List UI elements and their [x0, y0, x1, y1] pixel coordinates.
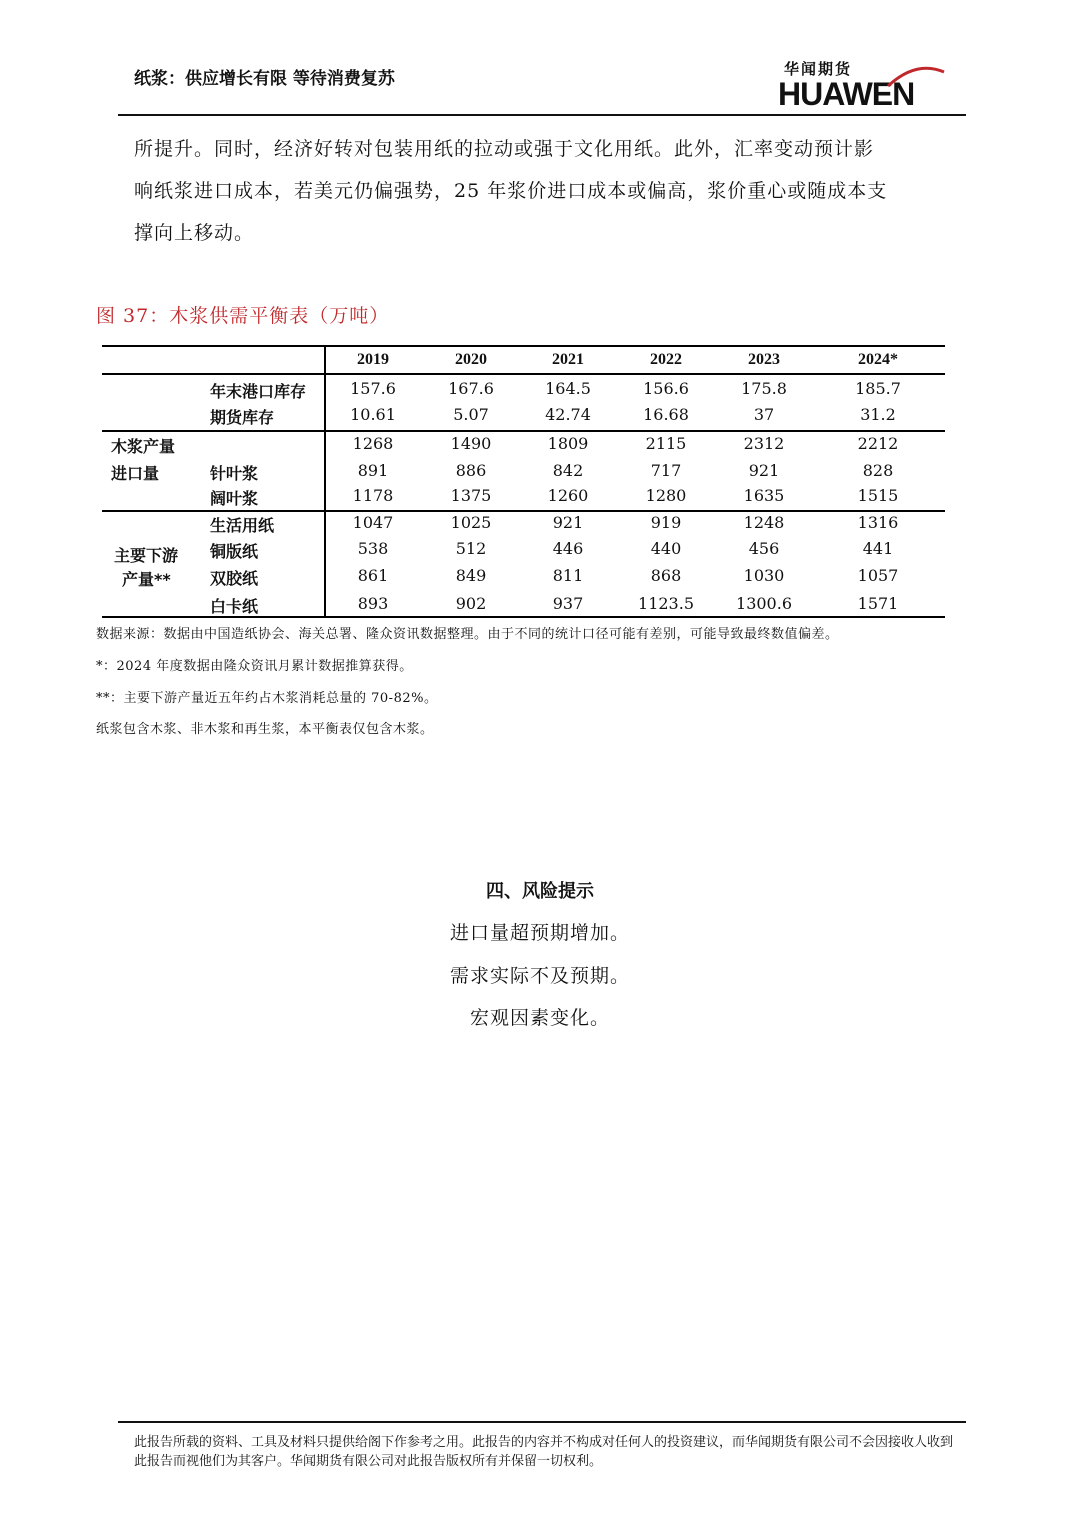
huawen-logo	[778, 58, 953, 112]
body-paragraph	[134, 128, 954, 254]
year-header: 2021	[552, 351, 584, 368]
header-divider	[118, 114, 966, 116]
table-cell: 1300.6	[736, 594, 792, 613]
table-cell: 175.8	[741, 379, 787, 398]
table-cell: 157.6	[350, 379, 396, 398]
disclaimer: 此报告所载的资料、工具及材料只提供给阁下作参考之用。此报告的内容并不构成对任何人的投资建议，而华闻期货有限公司不会因接收人收到此报告而视他们为其客户。华闻期货有限公司对此报告版权所有并保留一切权利。	[134, 1435, 954, 1469]
table-cell: 456	[748, 539, 780, 558]
table-cell: 1178	[352, 486, 394, 505]
table-cell: 1571	[857, 594, 899, 613]
table-cell: 446	[552, 539, 584, 558]
table-cell: 31.2	[860, 405, 896, 424]
table-cell: 5.07	[453, 405, 489, 424]
table-rule	[102, 430, 945, 432]
table-cell: 1123.5	[638, 594, 694, 613]
figure-title: 图 37：木浆供需平衡表（万吨）	[96, 305, 390, 327]
group-label-import: 进口量	[111, 464, 160, 483]
table-cell: 893	[357, 594, 389, 613]
logo-en-text: HUAWEN	[778, 76, 915, 112]
table-cell: 1260	[547, 486, 589, 505]
row-label: 铜版纸	[210, 542, 259, 561]
risk-item: 需求实际不及预期。	[449, 965, 630, 987]
table-cell: 717	[650, 461, 682, 480]
risk-item: 宏观因素变化。	[469, 1007, 610, 1029]
table-cell: 440	[650, 539, 682, 558]
row-label: 白卡纸	[210, 597, 259, 616]
table-cell: 37	[753, 405, 775, 424]
table-cell: 2212	[857, 434, 899, 453]
table-cell: 1490	[450, 434, 492, 453]
table-rule	[102, 345, 945, 347]
table-cell: 512	[455, 539, 487, 558]
table-cell: 811	[552, 566, 584, 585]
group-label-downstream: 主要下游	[114, 546, 179, 565]
table-cell: 10.61	[350, 405, 396, 424]
table-cell: 1047	[352, 513, 394, 532]
section-title-risk: 四、风险提示	[486, 881, 594, 902]
note-downstream: **：主要下游产量近五年约占木浆消耗总量的 70-82%。	[96, 691, 438, 706]
row-label: 阔叶浆	[210, 489, 259, 508]
table-cell: 164.5	[545, 379, 591, 398]
table-cell: 2312	[743, 434, 785, 453]
year-header: 2022	[650, 351, 682, 368]
table-cell: 1316	[857, 513, 899, 532]
row-label: 年末港口库存	[210, 382, 307, 401]
table-cell: 1635	[743, 486, 785, 505]
table-cell: 1268	[352, 434, 394, 453]
table-cell: 1248	[743, 513, 785, 532]
row-label: 期货库存	[210, 408, 275, 427]
paragraph-line: 撑向上移动。	[134, 222, 255, 244]
table-cell: 1375	[450, 486, 492, 505]
table-cell: 538	[357, 539, 389, 558]
note-2024: *：2024 年度数据由隆众资讯月累计数据推算获得。	[96, 659, 413, 674]
table-cell: 1030	[743, 566, 785, 585]
table-cell: 902	[455, 594, 487, 613]
paragraph-line: 响纸浆进口成本，若美元仍偏强势，25 年浆价进口成本或偏高，浆价重心或随成本支	[134, 180, 888, 202]
table-cell: 1809	[547, 434, 589, 453]
report-title: 纸浆：供应增长有限 等待消费复苏	[134, 69, 395, 89]
year-header: 2024*	[858, 351, 898, 368]
table-cell: 828	[862, 461, 894, 480]
table-cell: 1057	[857, 566, 899, 585]
logo-swoosh-icon	[886, 66, 946, 88]
table-rule	[102, 373, 945, 375]
table-cell: 1280	[645, 486, 687, 505]
table-cell: 842	[552, 461, 584, 480]
group-label-downstream: 产量**	[122, 570, 171, 589]
paragraph-line: 所提升。同时，经济好转对包装用纸的拉动或强于文化用纸。此外，汇率变动预计影	[134, 138, 875, 160]
table-cell: 921	[748, 461, 780, 480]
note-scope: 纸浆包含木浆、非木浆和再生浆，本平衡表仅包含木浆。	[96, 722, 434, 737]
table-cell: 868	[650, 566, 682, 585]
risk-item: 进口量超预期增加。	[449, 922, 630, 944]
logo-cn-text: 华闻期货	[784, 60, 853, 78]
table-cell: 849	[455, 566, 487, 585]
year-header: 2019	[357, 351, 389, 368]
footer-divider	[118, 1421, 966, 1423]
table-cell: 861	[357, 566, 389, 585]
table-cell: 1515	[857, 486, 899, 505]
row-label: 生活用纸	[210, 516, 275, 535]
table-cell: 42.74	[545, 405, 591, 424]
year-header: 2020	[455, 351, 487, 368]
table-cell: 167.6	[448, 379, 494, 398]
table-cell: 441	[862, 539, 894, 558]
table-cell: 921	[552, 513, 584, 532]
table-rule	[102, 510, 945, 512]
table-cell: 937	[552, 594, 584, 613]
table-cell: 156.6	[643, 379, 689, 398]
table-cell: 886	[455, 461, 487, 480]
row-label: 双胶纸	[210, 569, 259, 588]
table-cell: 16.68	[643, 405, 689, 424]
table-cell: 185.7	[855, 379, 901, 398]
row-label: 针叶浆	[210, 464, 259, 483]
table-cell: 2115	[645, 434, 687, 453]
year-header: 2023	[748, 351, 780, 368]
table-column-divider	[324, 345, 326, 618]
note-source: 数据来源：数据由中国造纸协会、海关总署、隆众资讯数据整理。由于不同的统计口径可能有差别，可能导致最终数值偏差。	[96, 627, 839, 642]
table-cell: 891	[357, 461, 389, 480]
table-cell: 1025	[450, 513, 492, 532]
table-cell: 919	[650, 513, 682, 532]
group-label-production: 木浆产量	[111, 437, 176, 456]
balance-table	[102, 345, 945, 618]
